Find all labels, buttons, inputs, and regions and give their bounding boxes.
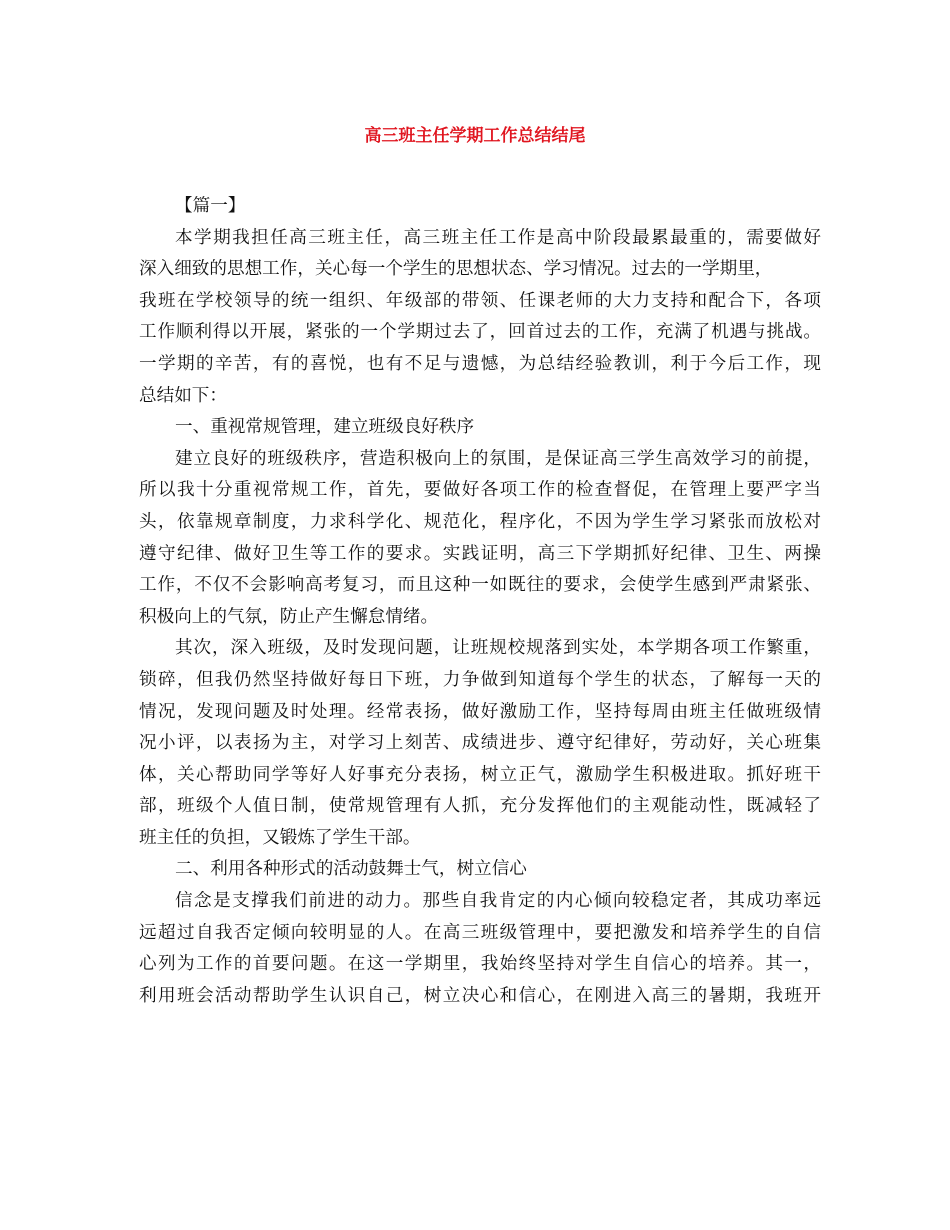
body-line: 一、重视常规管理，建立班级良好秩序 [175, 417, 475, 438]
body-line: 信念是支撑我们前进的动力。那些自我肯定的内心倾向较稳定者，其成功率远 [175, 891, 821, 912]
body-line: 所以我十分重视常规工作，首先，要做好各项工作的检查督促，在管理上要严字当 [139, 480, 821, 501]
document-body [139, 191, 821, 1012]
body-line: 部，班级个人值日制，使常规管理有人抓，充分发挥他们的主观能动性，既减轻了 [139, 796, 821, 817]
body-line: 情况，发现问题及时处理。经常表扬，做好激励工作，坚持每周由班主任做班级情 [139, 701, 821, 722]
body-line: 建立良好的班级秩序，营造积极向上的氛围，是保证高三学生高效学习的前提， [175, 448, 821, 469]
body-line: 一学期的辛苦，有的喜悦，也有不足与遗憾，为总结经验教训，利于今后工作，现 [139, 353, 821, 374]
body-line: 【篇一】 [175, 196, 246, 216]
document-title: 高三班主任学期工作总结结尾 [364, 126, 586, 146]
body-line: 头，依靠规章制度，力求科学化、规范化，程序化，不因为学生学习紧张而放松对 [139, 511, 821, 532]
body-line: 利用班会活动帮助学生认识自己，树立决心和信心，在刚进入高三的暑期，我班开 [139, 985, 821, 1006]
body-line: 况小评，以表扬为主，对学习上刻苦、成绩进步、遵守纪律好，劳动好，关心班集 [139, 733, 821, 754]
body-line: 心列为工作的首要问题。在这一学期里，我始终坚持对学生自信心的培养。其一， [139, 954, 821, 975]
body-line: 班主任的负担，又锻炼了学生干部。 [139, 827, 421, 848]
body-line: 工作顺利得以开展，紧张的一个学期过去了，回首过去的工作，充满了机遇与挑战。 [139, 322, 821, 343]
body-line: 工作，不仅不会影响高考复习，而且这种一如既往的要求，会使学生感到严肃紧张、 [139, 575, 821, 596]
body-line: 本学期我担任高三班主任，高三班主任工作是高中阶段最累最重的，需要做好 [175, 227, 821, 248]
body-line: 远超过自我否定倾向较明显的人。在高三班级管理中，要把激发和培养学生的自信 [139, 922, 821, 943]
body-line: 深入细致的思想工作，关心每一个学生的思想状态、学习情况。过去的一学期里， [139, 259, 773, 280]
body-line: 其次，深入班级，及时发现问题，让班规校规落到实处，本学期各项工作繁重， [175, 638, 821, 659]
body-line: 积极向上的气氛，防止产生懈怠情绪。 [139, 606, 439, 627]
body-line: 我班在学校领导的统一组织、年级部的带领、任课老师的大力支持和配合下，各项 [139, 290, 821, 311]
body-line: 二、利用各种形式的活动鼓舞士气，树立信心 [175, 859, 527, 880]
body-line: 锁碎，但我仍然坚持做好每日下班，力争做到知道每个学生的状态，了解每一天的 [139, 669, 821, 690]
body-line: 遵守纪律、做好卫生等工作的要求。实践证明，高三下学期抓好纪律、卫生、两操 [139, 543, 821, 564]
body-line: 总结如下： [139, 385, 227, 406]
body-line: 体，关心帮助同学等好人好事充分表扬，树立正气，激励学生积极进取。抓好班干 [139, 764, 821, 785]
